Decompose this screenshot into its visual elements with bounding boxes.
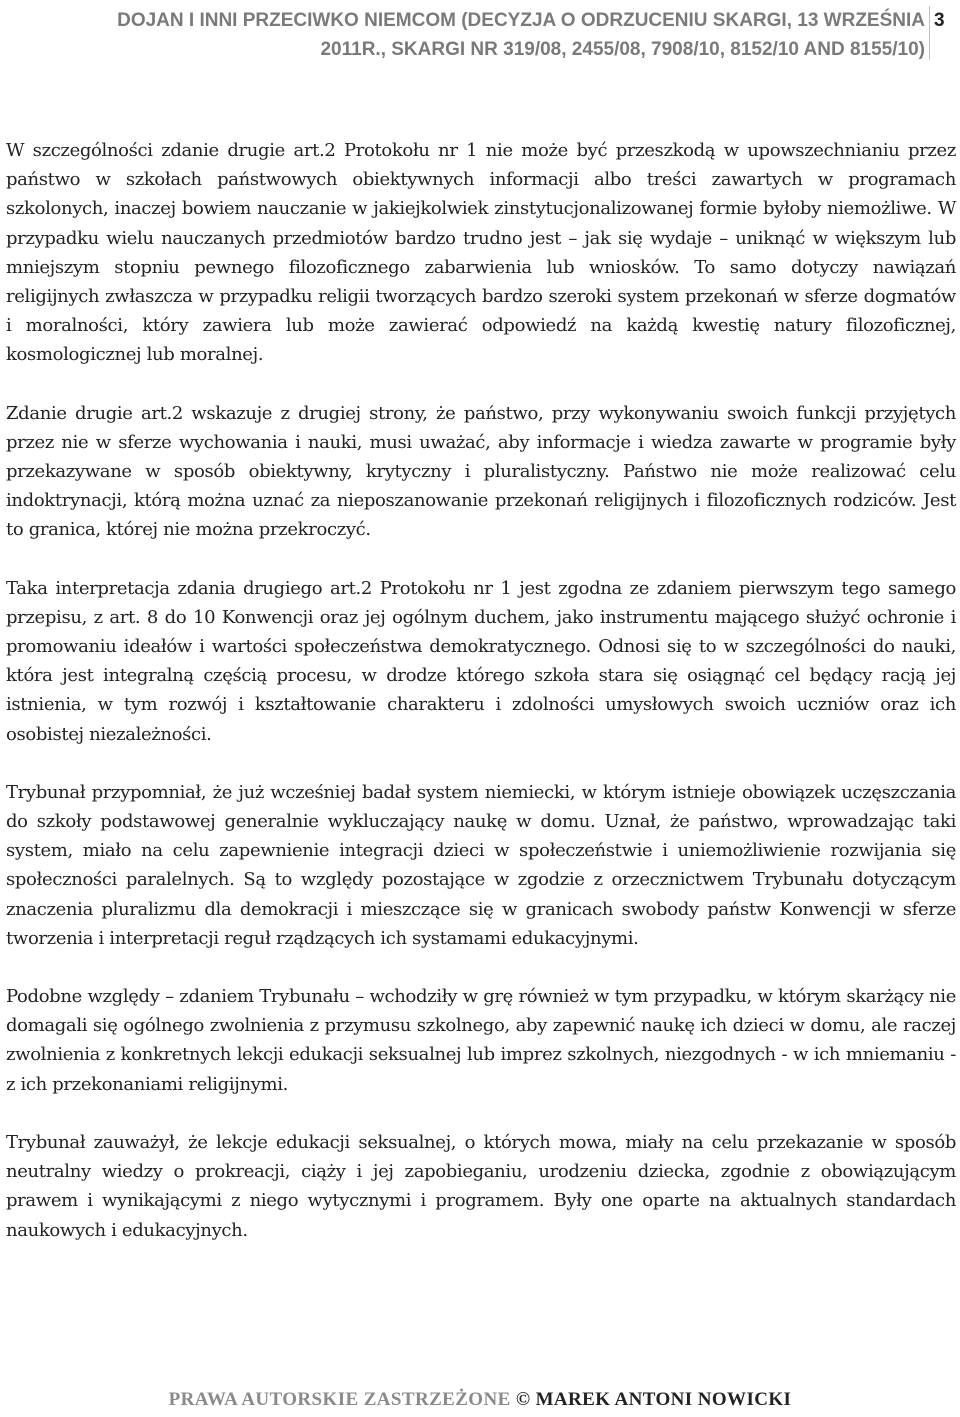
paragraph-6: Trybunał zauważył, że lekcje edukacji seksualnej, o których mowa, miały na celu przekazanie w sposób neutralny wiedzy o prokreacji, ciąży i jej zapobieganiu, urodzeniu dziecka, zgodnie z obowiązującym prawem i wynikającymi z niego wytycznymi i programem. Były one oparte na aktualnych standardach naukowych i edukacyjnych.: [6, 1131, 956, 1241]
page-number: 3: [934, 10, 945, 31]
paragraph-4: Trybunał przypomniał, że już wcześniej badał system niemiecki, w którym istnieje obowiązek uczęszczania do szkoły podstawowej generalnie wykluczający naukę w domu. Uznał, że państwo, wprowadzając taki system, miało na celu zapewnienie integracji dzieci w społeczeństwie i uniemożliwienie rozwijania się społeczności paralelnych. Są to względy pozostające w zgodzie z orzecznictwem Trybunału dotyczącym znaczenia pluralizmu dla demokracji i mieszczące się w granicach swobody państw Konwencji w sferze tworzenia i interpretacji reguł rządzących ich systamami edukacyjnymi.: [6, 781, 956, 949]
copyright-symbol: ©: [515, 1389, 531, 1410]
page-header: [0, 0, 960, 62]
document-title-line-2: 2011R., SKARGI NR 319/08, 2455/08, 7908/10, 8152/10 AND 8155/10): [320, 39, 925, 60]
document-title: [40, 6, 925, 64]
paragraph-1: W szczególności zdanie drugie art.2 Protokołu nr 1 nie może być przeszkodą w upowszechnianiu przez państwo w szkołach państwowych obiektywnych informacji albo treści zawartych w programach szkolonych, inaczej bowiem nauczanie w jakiejkolwiek zinstytucjonalizowanej formie byłoby niemożliwe. W przypadku wielu nauczanych przedmiotów bardzo trudno jest – jak się wydaje – uniknąć w większym lub mniejszym stopniu pewnego filozoficznego zabarwienia lub wniosków. To samo dotyczy nawiązań religijnych zwłaszcza w przypadku religii tworzących bardzo szeroki system przekonań w sferze dogmatów i moralności, który zawiera lub może zawierać odpowiedź na każdą kwestię natury filozoficznej, kosmologicznej lub moralnej.: [6, 140, 956, 366]
copyright-notice: PRAWA AUTORSKIE ZASTRZEŻONE: [168, 1389, 511, 1410]
document-body: [6, 136, 956, 1274]
page-footer: [0, 1389, 960, 1417]
header-divider: [929, 6, 930, 60]
paragraph-2: Zdanie drugie art.2 wskazuje z drugiej strony, że państwo, przy wykonywaniu swoich funkcji przyjętych przez nie w sferze wychowania i nauki, musi uważać, aby informacje i wiedza zawarte w programie były przekazywane w sposób obiektywny, krytyczny i pluralistyczny. Państwo nie może realizować celu indoktrynacji, którą można uznać za nieposzanowanie przekonań religijnych i filozoficznych rodziców. Jest to granica, której nie można przekroczyć.: [6, 402, 956, 541]
paragraph-5: Podobne względy – zdaniem Trybunału – wchodziły w grę również w tym przypadku, w którym skarżący nie domagali się ogólnego zwolnienia z przymusu szkolnego, aby zapewnić naukę ich dzieci w domu, ale raczej zwolnienia z konkretnych lekcji edukacji seksualnej lub imprez szkolnych, niezgodnych - w ich mniemaniu - z ich przekonaniami religijnymi.: [6, 986, 956, 1095]
paragraph-3: Taka interpretacja zdania drugiego art.2 Protokołu nr 1 jest zgodna ze zdaniem pierwszym tego samego przepisu, z art. 8 do 10 Konwencji oraz jej ogólnym duchem, jako instrumentu mającego służyć ochronie i promowaniu ideałów i wartości społeczeństwa demokratycznego. Odnosi się to w szczególności do nauki, która jest integralną częścią procesu, w drodze którego szkoła stara się osiągnąć cel będący racją jej istnienia, w tym rozwój i kształtowanie charakteru i zdolności umysłowych swoich uczniów oraz ich osobistej niezależności.: [6, 577, 956, 745]
document-title-line-1: DOJAN I INNI PRZECIWKO NIEMCOM (DECYZJA O ODRZUCENIU SKARGI, 13 WRZEŚNIA: [117, 10, 925, 31]
author-name: MAREK ANTONI NOWICKI: [535, 1389, 792, 1410]
